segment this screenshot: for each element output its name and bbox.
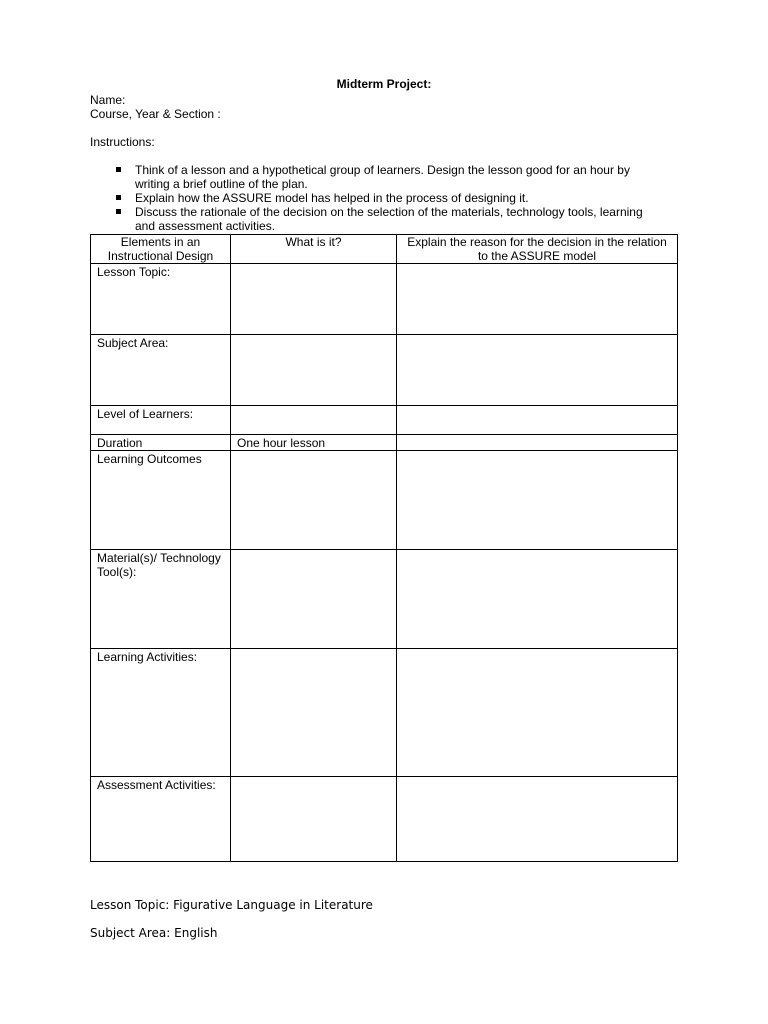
cell-reason[interactable] bbox=[397, 406, 678, 435]
cell-what[interactable] bbox=[231, 649, 397, 777]
table-row bbox=[91, 777, 678, 862]
cell-element: Learning Activities: bbox=[91, 649, 231, 777]
instruction-text: Think of a lesson and a hypothetical group of learners. Design the lesson good for an hour by writing a brief outline of the plan. bbox=[135, 163, 630, 191]
instruction-text: Explain how the ASSURE model has helped in the process of designing it. bbox=[135, 191, 529, 205]
table-row bbox=[91, 264, 678, 335]
instructional-design-table bbox=[90, 234, 678, 862]
cell-element: Subject Area: bbox=[91, 335, 231, 406]
table-row bbox=[91, 649, 678, 777]
header-what: What is it? bbox=[231, 235, 397, 264]
table-row bbox=[91, 406, 678, 435]
cell-what[interactable] bbox=[231, 335, 397, 406]
cell-element: Duration bbox=[91, 435, 231, 451]
instructions-list bbox=[90, 163, 680, 233]
bullet-icon bbox=[116, 195, 121, 200]
cell-reason[interactable] bbox=[397, 649, 678, 777]
cell-reason[interactable] bbox=[397, 264, 678, 335]
instruction-item bbox=[90, 191, 655, 205]
instruction-text: Discuss the rationale of the decision on the selection of the materials, technology tools, learning and assessment activities. bbox=[135, 205, 643, 233]
header-reason: Explain the reason for the decision in the relation to the ASSURE model bbox=[397, 235, 678, 264]
footer-lesson-topic: Lesson Topic: Figurative Language in Literature bbox=[90, 898, 373, 912]
footer-subject-area: Subject Area: English bbox=[90, 926, 218, 940]
table-row bbox=[91, 550, 678, 649]
cell-reason[interactable] bbox=[397, 335, 678, 406]
document-title: Midterm Project: bbox=[336, 77, 432, 91]
cell-reason[interactable] bbox=[397, 451, 678, 550]
instructions-label: Instructions: bbox=[90, 135, 155, 149]
table-row bbox=[91, 335, 678, 406]
cell-what[interactable] bbox=[231, 264, 397, 335]
cell-reason[interactable] bbox=[397, 550, 678, 649]
instruction-item bbox=[90, 163, 655, 191]
cell-reason[interactable] bbox=[397, 777, 678, 862]
cell-what[interactable] bbox=[231, 451, 397, 550]
cell-what[interactable]: One hour lesson bbox=[231, 435, 397, 451]
table-header-row bbox=[91, 235, 678, 264]
bullet-icon bbox=[116, 167, 121, 172]
instruction-item bbox=[90, 205, 655, 233]
table-row bbox=[91, 435, 678, 451]
table-row bbox=[91, 451, 678, 550]
header-elements: Elements in an Instructional Design bbox=[91, 235, 231, 264]
cell-element: Level of Learners: bbox=[91, 406, 231, 435]
bullet-icon bbox=[116, 209, 121, 214]
cell-element: Learning Outcomes bbox=[91, 451, 231, 550]
name-label: Name: bbox=[90, 93, 126, 107]
cell-what[interactable] bbox=[231, 406, 397, 435]
cell-reason[interactable] bbox=[397, 435, 678, 451]
cell-element: Assessment Activities: bbox=[91, 777, 231, 862]
cell-element: Material(s)/ Technology Tool(s): bbox=[91, 550, 231, 649]
cell-what[interactable] bbox=[231, 550, 397, 649]
cell-element: Lesson Topic: bbox=[91, 264, 231, 335]
course-label: Course, Year & Section : bbox=[90, 107, 221, 121]
cell-what[interactable] bbox=[231, 777, 397, 862]
